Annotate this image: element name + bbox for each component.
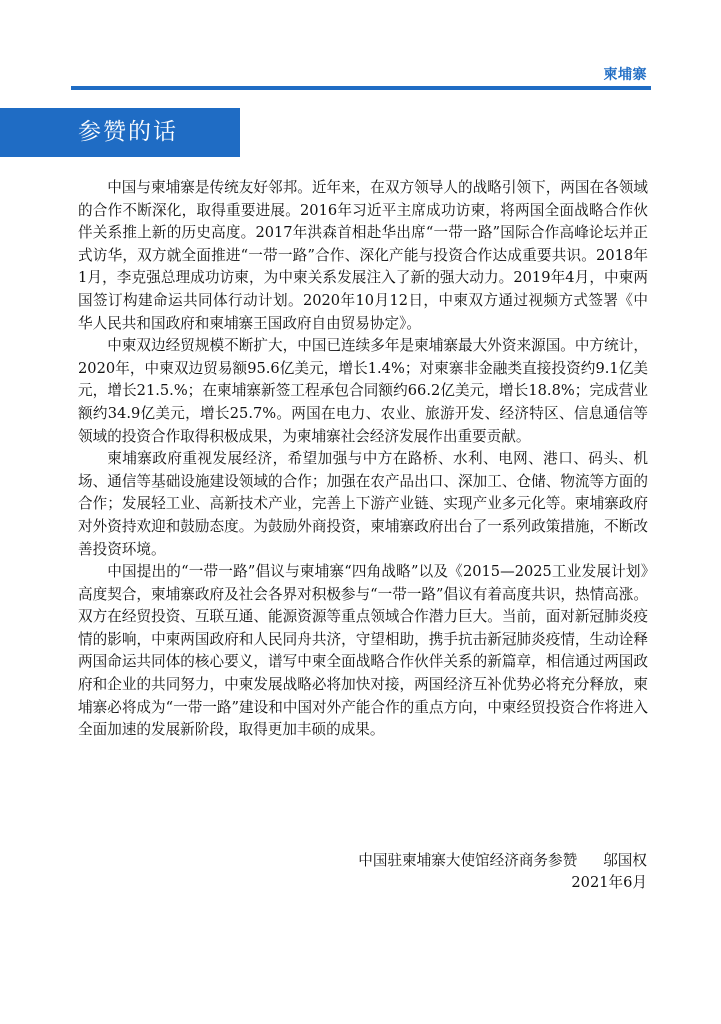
paragraph: 中国与柬埔寨是传统友好邻邦。近年来，在双方领导人的战略引领下，两国在各领域的合作不断深化，取得重要进展。2016年习近平主席成功访柬，将两国全面战略合作伙伴关系推上新的历史高度。2017年洪森首相赴华出席“一带一路”国际合作高峰论坛并正式访华，双方就全面推进“一带一路”合作、深化产能与投资合作达成重要共识。2018年1月，李克强总理成功访柬，为中柬关系发展注入了新的强大动力。2019年4月，中柬两国签订构建命运共同体行动计划。2020年10月12日，中柬双方通过视频方式签署《中华人民共和国政府和柬埔寨王国政府自由贸易协定》。	[78, 179, 648, 332]
page-title: 参赞的话	[78, 119, 178, 145]
signature-line	[358, 850, 647, 872]
header-country-label: 柬埔寨	[603, 67, 647, 83]
paragraph: 中柬双边经贸规模不断扩大，中国已连续多年是柬埔寨最大外资来源国。中方统计，2020年，中柬双边贸易额95.6亿美元，增长1.4%；对柬寨非金融类直接投资约9.1亿美元，增长21.5.%；在柬埔寨新签工程承包合同额约66.2亿美元，增长18.8%；完成营业额约34.9亿美元，增长25.7%。两国在电力、农业、旅游开发、经济特区、信息通信等领域的投资合作取得积极成果，为柬埔寨社会经济发展作出重要贡献。	[78, 337, 648, 445]
signature-date: 2021年6月	[571, 874, 647, 891]
signature-block	[358, 850, 647, 894]
paragraph: 中国提出的“一带一路”倡议与柬埔寨“四角战略”以及《2015—2025工业发展计划》高度契合，柬埔寨政府及社会各界对积极参与“一带一路”倡议有着高度共识，热情高涨。双方在经贸投资、互联互通、能源资源等重点领域合作潜力巨大。当前，面对新冠肺炎疫情的影响，中柬两国政府和人民同舟共济，守望相助，携手抗击新冠肺炎疫情，生动诠释两国命运共同体的核心要义，谱写中柬全面战略合作伙伴关系的新篇章，相信通过两国政府和企业的共同努力，中柬发展战略必将加快对接，两国经济互补优势必将充分释放，柬埔寨必将成为“一带一路”建设和中国对外产能合作的重点方向，中柬经贸投资合作将进入全面加速的发展新阶段，取得更加丰硕的成果。	[78, 563, 648, 739]
article-body	[78, 177, 648, 742]
signature-office: 中国驻柬埔寨大使馆经济商务参赞	[358, 852, 578, 869]
header-divider	[71, 86, 651, 90]
paragraph: 柬埔寨政府重视发展经济，希望加强与中方在路桥、水利、电网、港口、码头、机场、通信等基础设施建设领域的合作；加强在农产品出口、深加工、仓储、物流等方面的合作；发展轻工业、高新技术产业，完善上下游产业链、实现产业多元化等。柬埔寨政府对外资持欢迎和鼓励态度。为鼓励外商投资，柬埔寨政府出台了一系列政策措施，不断改善投资环境。	[78, 450, 648, 558]
signature-name: 邬国权	[603, 852, 647, 869]
